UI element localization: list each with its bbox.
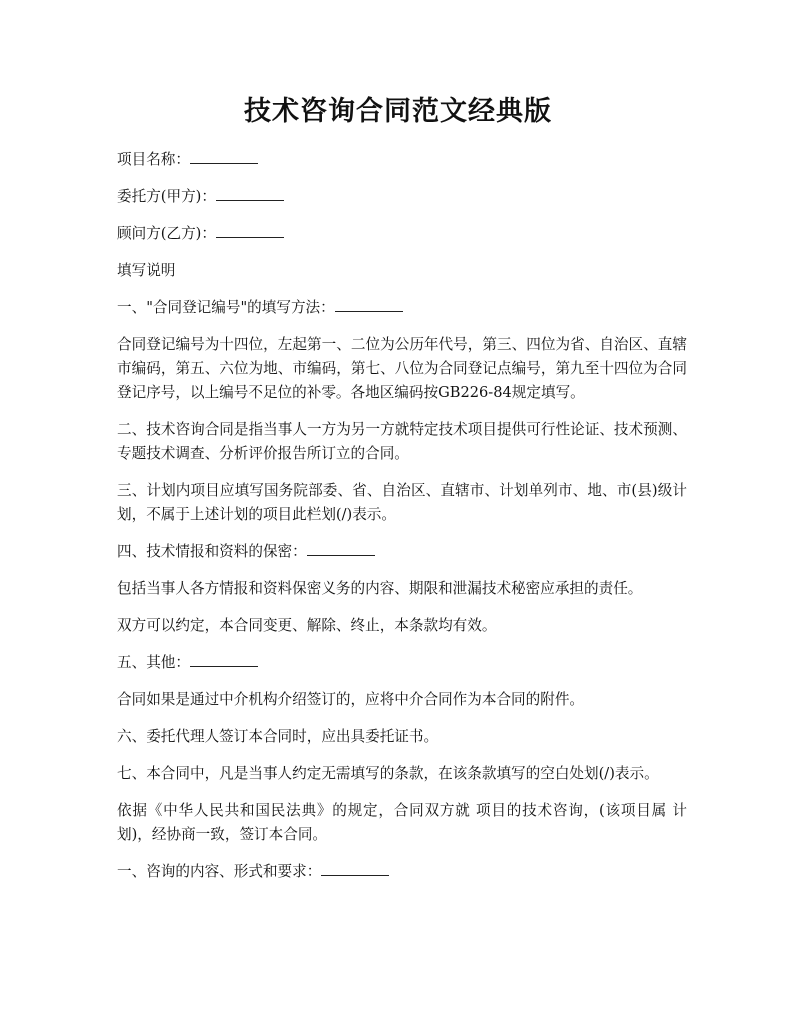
blank-fill-line[interactable]	[307, 541, 375, 556]
paragraph-text: 委托方(甲方)：	[117, 188, 216, 205]
paragraph-text: 五、其他：	[117, 654, 190, 671]
blank-fill-line[interactable]	[190, 149, 258, 164]
document-body	[117, 148, 687, 897]
blank-fill-line[interactable]	[216, 186, 284, 201]
paragraph-text: 六、委托代理人签订本合同时，应出具委托证书。	[117, 728, 439, 745]
blank-fill-line[interactable]	[335, 297, 403, 312]
paragraph-consultant	[117, 222, 687, 246]
paragraph-contract-definition	[117, 418, 687, 466]
blank-fill-line[interactable]	[190, 652, 258, 667]
paragraph-confidentiality	[117, 540, 687, 564]
paragraph-text: 项目名称：	[117, 151, 190, 168]
paragraph-confidentiality-detail	[117, 577, 687, 601]
paragraph-other	[117, 651, 687, 675]
paragraph-registration-detail	[117, 333, 687, 405]
paragraph-text: 包括当事人各方情报和资料保密义务的内容、期限和泄漏技术秘密应承担的责任。	[117, 580, 643, 597]
paragraph-text: 依据《中华人民共和国民法典》的规定，合同双方就 项目的技术咨询，(该项目属 计划)，经协商一致，签订本合同。	[117, 802, 687, 843]
paragraph-text: 一、咨询的内容、形式和要求：	[117, 863, 322, 880]
paragraph-text: 双方可以约定，本合同变更、解除、终止，本条款均有效。	[117, 617, 497, 634]
paragraph-text: 三、计划内项目应填写国务院部委、省、自治区、直辖市、计划单列市、地、市(县)级计划，不属于上述计划的项目此栏划(/)表示。	[117, 482, 687, 523]
blank-fill-line[interactable]	[216, 223, 284, 238]
paragraph-text: 七、本合同中，凡是当事人约定无需填写的条款，在该条款填写的空白处划(/)表示。	[117, 765, 659, 782]
paragraph-validity	[117, 614, 687, 638]
paragraph-plan-items	[117, 479, 687, 527]
paragraph-consulting-content	[117, 860, 687, 884]
paragraph-agent	[117, 725, 687, 749]
paragraph-intermediary	[117, 688, 687, 712]
paragraph-text: 一、"合同登记编号"的填写方法：	[117, 299, 335, 316]
paragraph-instructions-heading	[117, 259, 687, 283]
paragraph-text: 顾问方(乙方)：	[117, 225, 216, 242]
paragraph-text: 合同如果是通过中介机构介绍签订的，应将中介合同作为本合同的附件。	[117, 691, 585, 708]
paragraph-client	[117, 185, 687, 209]
blank-fill-line[interactable]	[321, 861, 389, 876]
paragraph-registration-number	[117, 296, 687, 320]
paragraph-text: 填写说明	[117, 262, 176, 279]
paragraph-text: 二、技术咨询合同是指当事人一方为另一方就特定技术项目提供可行性论证、技术预测、专题技术调查、分析评价报告所订立的合同。	[117, 421, 687, 462]
document-title: 技术咨询合同范文经典版	[244, 96, 552, 127]
paragraph-text: 四、技术情报和资料的保密：	[117, 543, 307, 560]
paragraph-project-name	[117, 148, 687, 172]
paragraph-blank-clauses	[117, 762, 687, 786]
paragraph-legal-basis	[117, 799, 687, 847]
paragraph-text: 合同登记编号为十四位，左起第一、二位为公历年代号，第三、四位为省、自治区、直辖市编码，第五、六位为地、市编码，第七、八位为合同登记点编号，第九至十四位为合同登记序号，以上编号不足位的补零。各地区编码按GB226-84规定填写。	[117, 336, 687, 401]
